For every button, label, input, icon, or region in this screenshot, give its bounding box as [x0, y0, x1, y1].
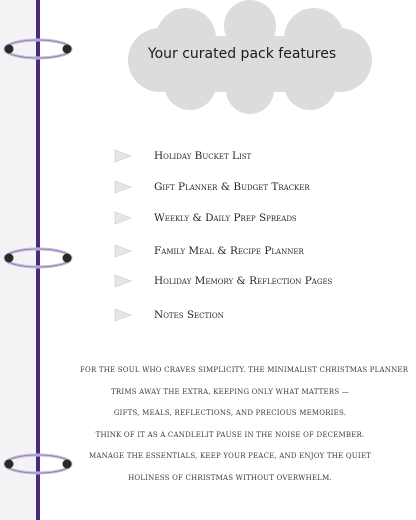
list-item — [114, 146, 404, 166]
list-item — [114, 177, 404, 197]
triangle-bullet-icon — [114, 244, 132, 258]
triangle-bullet-icon — [114, 180, 132, 194]
list-item — [114, 241, 404, 261]
feature-label: Holiday Memory & Reflection Pages — [154, 275, 333, 287]
description-line: FOR THE SOUL WHO CRAVES SIMPLICITY. THE MINIMALIST CHRISTMAS PLANNER — [80, 366, 409, 374]
binder-ring-icon — [0, 451, 78, 477]
triangle-bullet-icon — [114, 211, 132, 225]
feature-label: Gift Planner & Budget Tracker — [154, 181, 310, 193]
description-paragraph — [80, 360, 409, 489]
list-item — [114, 208, 404, 228]
triangle-bullet-icon — [114, 274, 132, 288]
description-line: TRIMS AWAY THE EXTRA, KEEPING ONLY WHAT MATTERS — — [111, 387, 349, 396]
feature-label: Notes Section — [154, 309, 224, 321]
triangle-bullet-icon — [114, 308, 132, 322]
page-title: Your curated pack features — [147, 46, 337, 62]
feature-label: Family Meal & Recipe Planner — [154, 245, 304, 257]
list-item — [114, 271, 404, 291]
triangle-bullet-icon — [114, 149, 132, 163]
feature-label: Holiday Bucket List — [154, 150, 252, 162]
feature-label: Weekly & Daily Prep Spreads — [154, 212, 297, 224]
list-item — [114, 305, 404, 325]
description-line: THINK OF IT AS A CANDLELIT PAUSE IN THE NOISE OF DECEMBER. — [95, 430, 365, 439]
description-line: HOLINESS OF CHRISTMAS WITHOUT OVERWHELM. — [128, 473, 332, 482]
description-line: MANAGE THE ESSENTIALS, KEEP YOUR PEACE, AND ENJOY THE QUIET — [88, 452, 372, 460]
description-line: GIFTS, MEALS, REFLECTIONS, AND PRECIOUS MEMORIES. — [113, 409, 347, 417]
